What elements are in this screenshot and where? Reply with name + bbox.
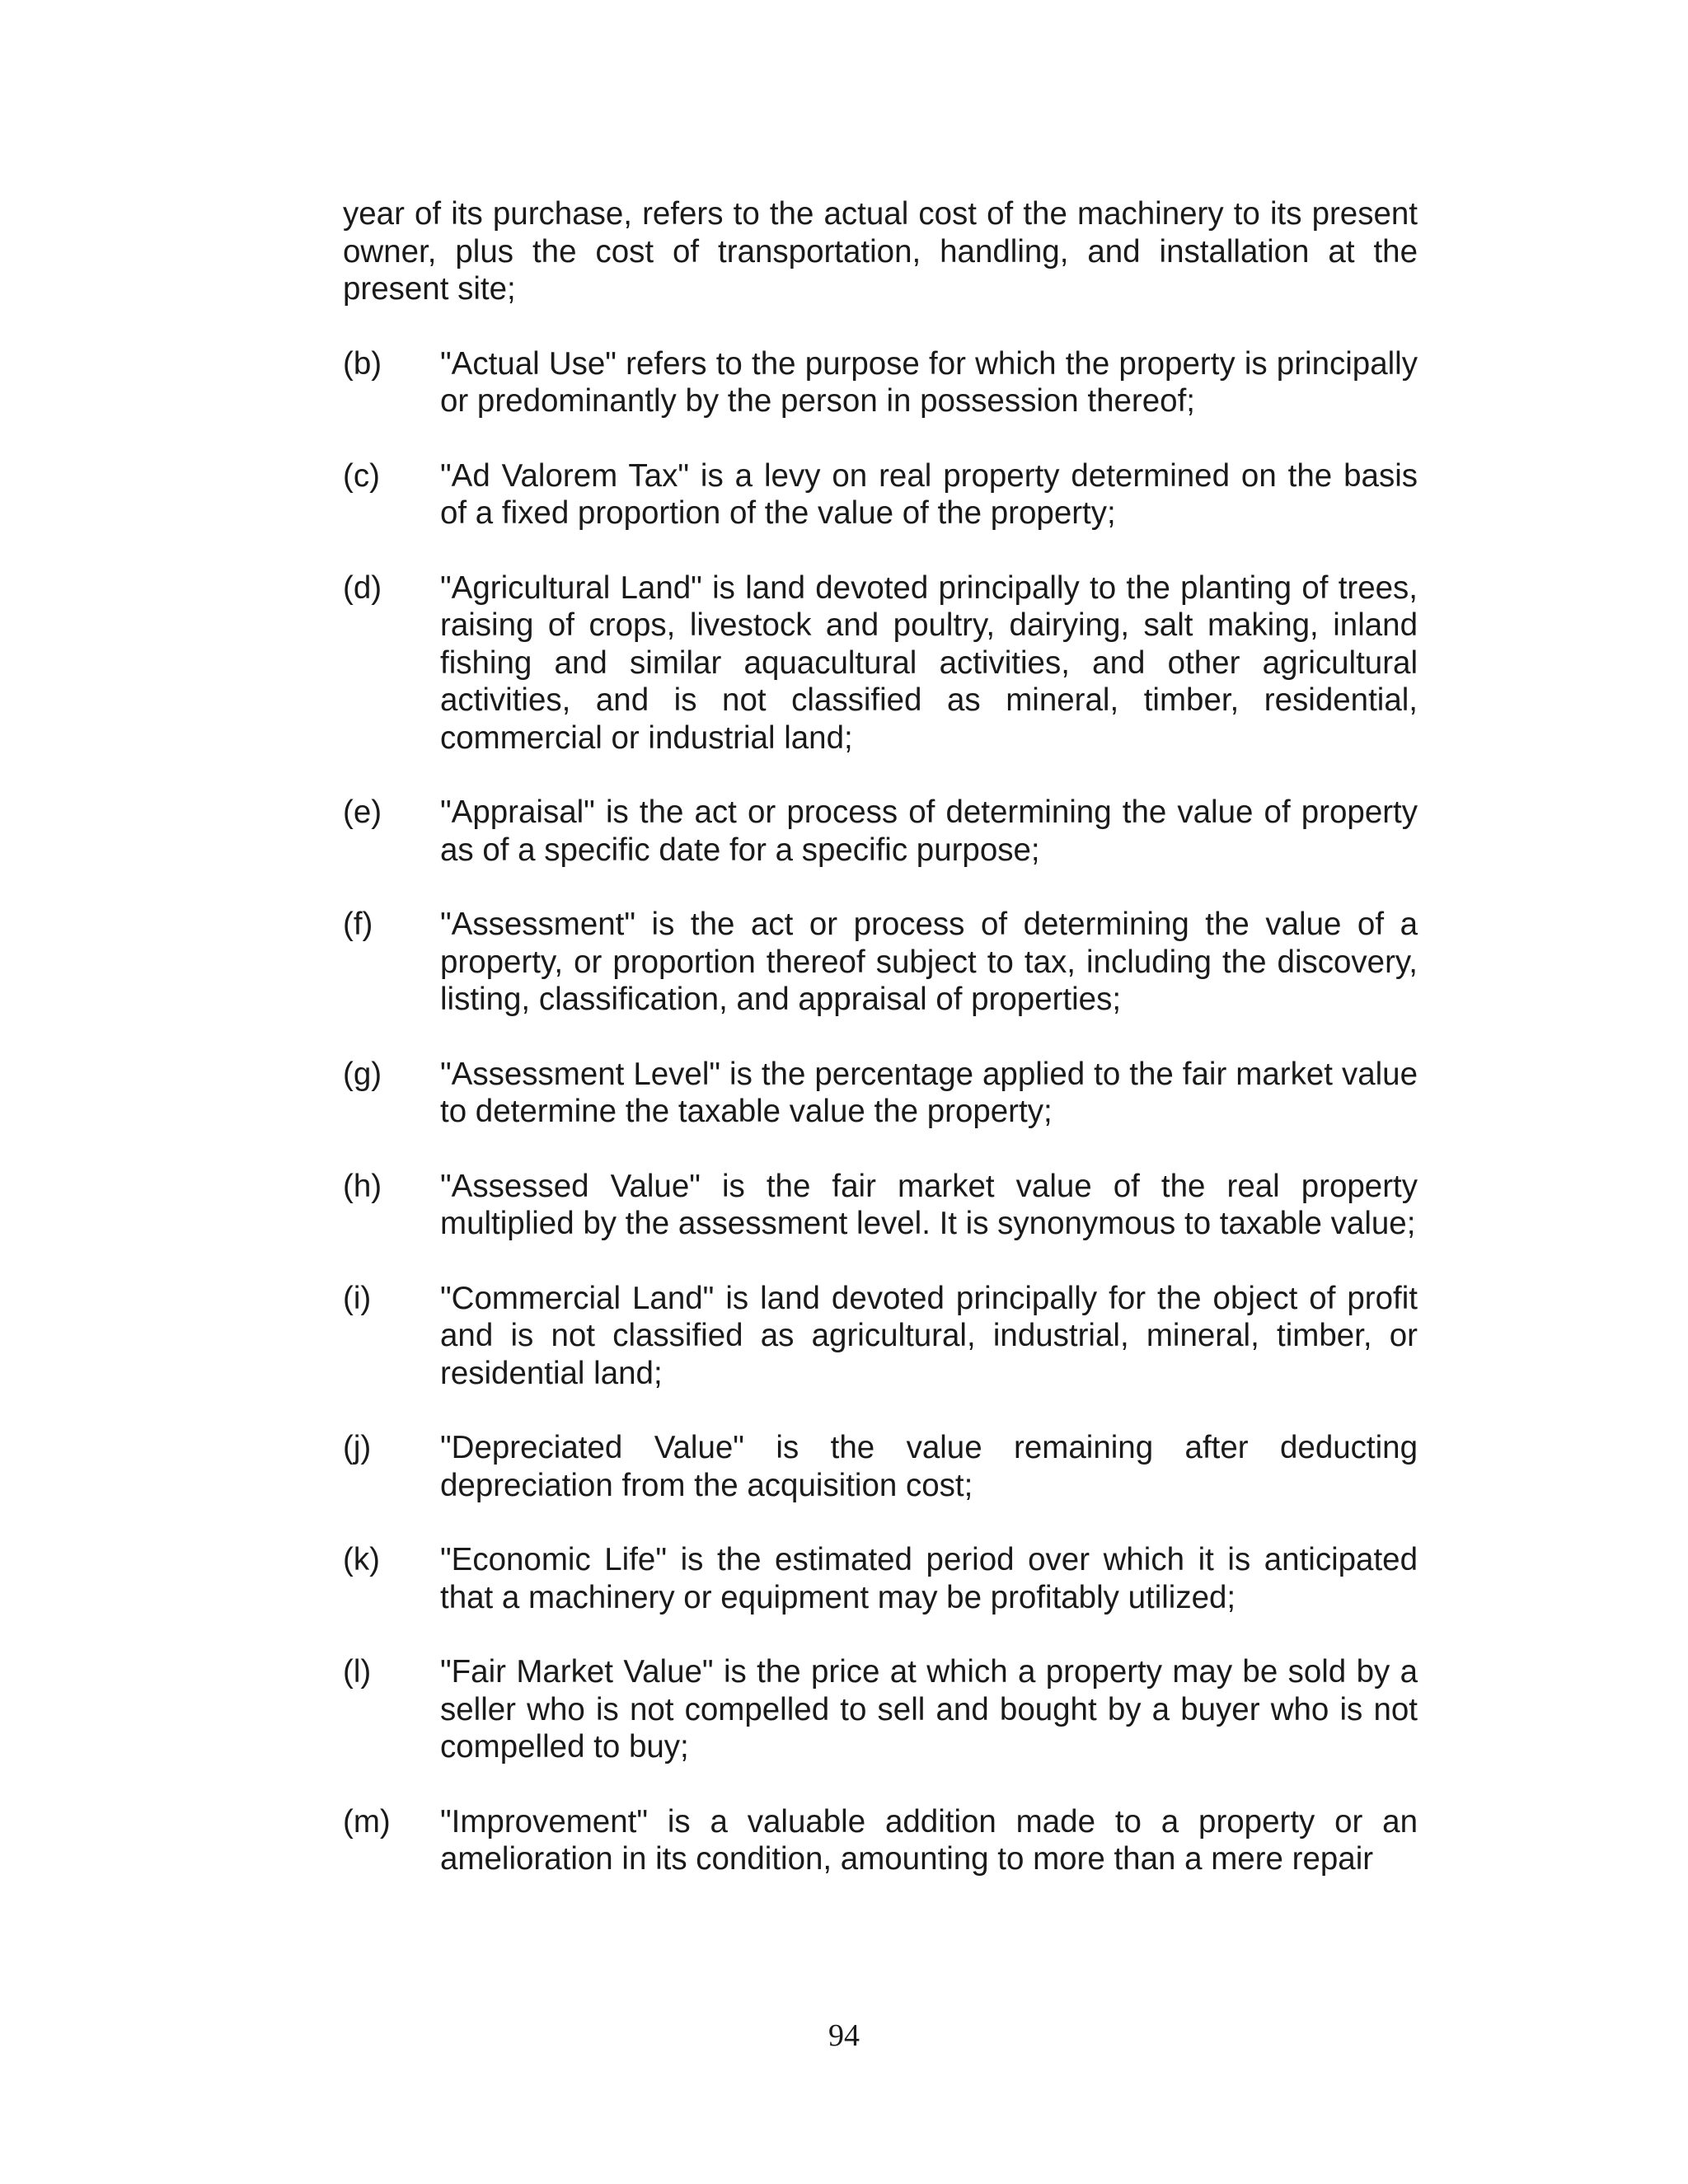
item-label: (e) (343, 794, 382, 830)
item-label: (d) (343, 569, 382, 606)
page-number: 94 (828, 2018, 860, 2053)
item-text: "Assessment" is the act or process of determining the value of a property, or proportion thereof subject to tax, including the discovery, listing, classification, and appraisal of properties; (440, 907, 1418, 1017)
list-item (343, 1803, 1418, 1878)
item-text: "Appraisal" is the act or process of determining the value of property as of a specific date for a specific purpose; (440, 794, 1418, 868)
item-text: "Improvement" is a valuable addition made to a property or an amelioration in its condition, amounting to more than a mere repair (440, 1803, 1418, 1877)
item-label: (f) (343, 907, 373, 942)
document-body (343, 195, 1418, 1915)
item-text: "Ad Valorem Tax" is a levy on real property determined on the basis of a fixed proportion of the value of the property; (440, 457, 1418, 531)
item-label: (i) (343, 1280, 372, 1316)
list-item (343, 457, 1418, 532)
item-label: (h) (343, 1168, 382, 1204)
item-label: (g) (343, 1056, 382, 1092)
list-item (343, 1653, 1418, 1766)
item-text: "Assessed Value" is the fair market value of the real property multiplied by the assessment level. It is synonymous to taxable value; (440, 1168, 1418, 1241)
item-text: "Economic Life" is the estimated period over which it is anticipated that a machinery or equipment may be profitably utilized; (440, 1542, 1418, 1615)
lead-paragraph: year of its purchase, refers to the actual cost of the machinery to its present owner, plus the cost of transportation, handling, and installation at the present site; (343, 196, 1418, 307)
list-item (343, 1056, 1418, 1131)
list-item (343, 569, 1418, 757)
item-text: "Agricultural Land" is land devoted principally to the planting of trees, raising of crops, livestock and poultry, dairying, salt making, inland fishing and similar aquacultural activities, and other agricultural activities, and is not classified as mineral, timber, residential, commercial or industrial land; (440, 569, 1418, 756)
item-text: "Assessment Level" is the percentage applied to the fair market value to determine the taxable value the property; (440, 1056, 1418, 1129)
list-item (343, 1168, 1418, 1243)
item-text: "Depreciated Value" is the value remaining after deducting depreciation from the acquisition cost; (440, 1430, 1418, 1503)
item-label: (k) (343, 1542, 380, 1577)
list-item (343, 345, 1418, 420)
list-item (343, 1280, 1418, 1393)
item-text: "Fair Market Value" is the price at which a property may be sold by a seller who is not compelled to sell and bought by a buyer who is not compelled to buy; (440, 1654, 1418, 1765)
item-text: "Actual Use" refers to the purpose for which the property is principally or predominantly by the person in possession thereof; (440, 345, 1418, 419)
list-item (343, 794, 1418, 869)
item-label: (c) (343, 457, 380, 494)
list-item (343, 1429, 1418, 1504)
list-item (343, 906, 1418, 1019)
item-label: (b) (343, 345, 382, 382)
item-label: (l) (343, 1654, 372, 1690)
item-text: "Commercial Land" is land devoted principally for the object of profit and is not classified as agricultural, industrial, mineral, timber, or residential land; (440, 1280, 1418, 1391)
list-item (343, 1541, 1418, 1616)
item-label: (m) (343, 1803, 391, 1840)
item-label: (j) (343, 1430, 372, 1465)
